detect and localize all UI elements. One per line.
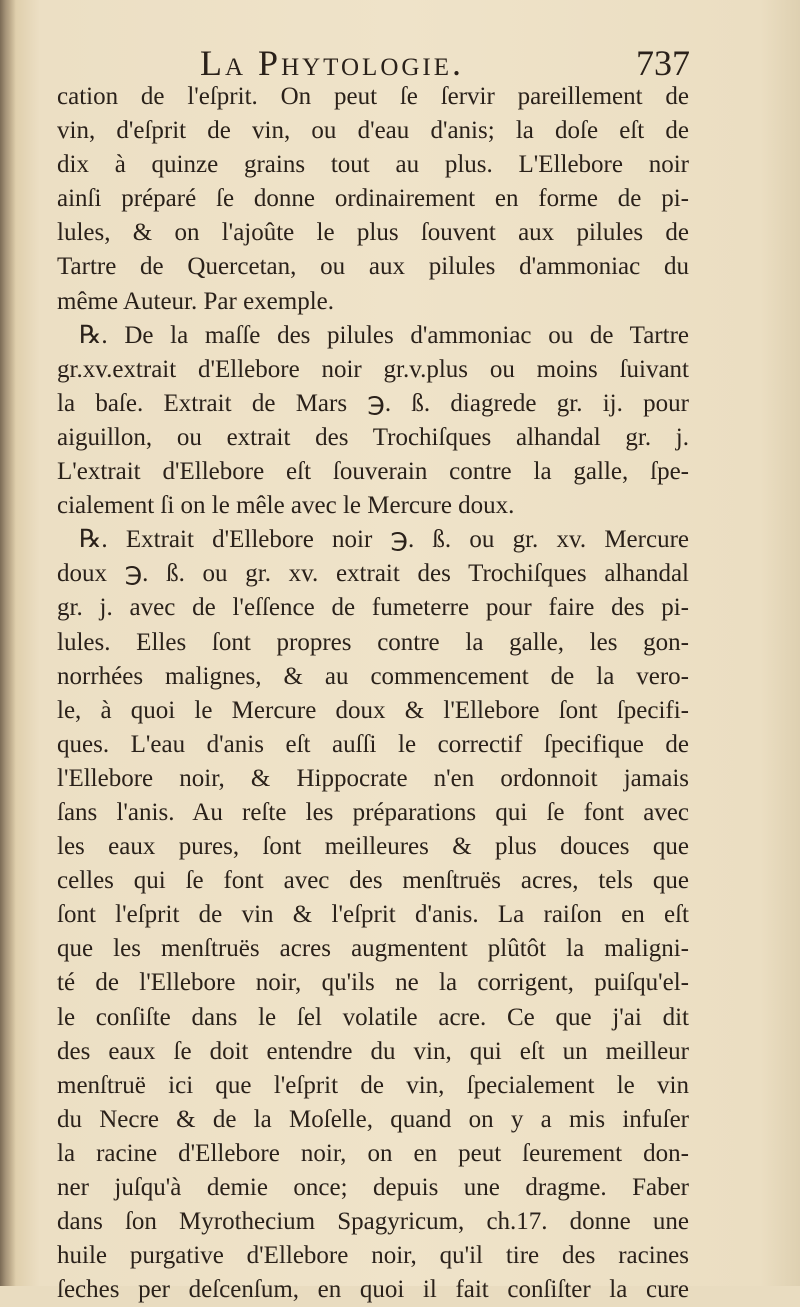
text-line: té de l'Ellebore noir, qu'ils ne la corrigent, puiſqu'el- — [57, 969, 689, 997]
text-line: le conſiſte dans le ſel volatile acre. Ce que j'ai dit — [57, 1003, 689, 1031]
text-line: cation de l'eſprit. On peut ſe ſervir pareillement de — [57, 83, 689, 110]
text-line: menſtruë ici que l'eſprit de vin, ſpecialement le vin — [57, 1071, 689, 1099]
text-line: Tartre de Quercetan, ou aux pilules d'ammoniac du — [57, 253, 689, 281]
body-text — [57, 80, 689, 1307]
recipe-line: ℞. Extrait d'Ellebore noir ℈. ß. ou gr. xv. Mercure — [79, 526, 689, 554]
text-line: ſeches per deſcenſum, en quoi il fait conſiſter la cure — [57, 1276, 689, 1304]
text-line: vin, d'eſprit de vin, ou d'eau d'anis; la doſe eſt de — [57, 117, 689, 145]
text-line: gr.xv.extrait d'Ellebore noir gr.v.plus ou moins ſuivant — [57, 355, 689, 383]
text-line: l'Ellebore noir, & Hippocrate n'en ordonnoit jamais — [57, 764, 689, 792]
text-line: norrhées malignes, & au commencement de la vero- — [57, 662, 689, 690]
text-line: lules. Elles ſont propres contre la galle, les gon- — [57, 628, 689, 656]
text-line: doux ℈. ß. ou gr. xv. extrait des Trochiſques alhandal — [57, 560, 689, 588]
recipe-line: ℞. De la maſſe des pilules d'ammoniac ou de Tartre — [79, 321, 689, 349]
text-line: cialement ſi on le mêle avec le Mercure doux. — [57, 492, 515, 520]
text-line: ſans l'anis. Au reſte les préparations qui ſe font avec — [57, 798, 689, 826]
text-line: L'extrait d'Ellebore eſt ſouverain contre la galle, ſpe- — [57, 458, 689, 486]
text-line: lules, & on l'ajoûte le plus ſouvent aux pilules de — [57, 219, 689, 247]
text-line: dans ſon Myrothecium Spagyricum, ch.17. donne une — [57, 1208, 689, 1236]
text-line: même Auteur. Par exemple. — [57, 287, 335, 315]
text-line: ner juſqu'à demie once; depuis une dragme. Faber — [57, 1174, 689, 1201]
text-line: du Necre & de la Moſelle, quand on y a mis infuſer — [57, 1105, 689, 1133]
text-line: ques. L'eau d'anis eſt auſſi le correctif ſpecifique de — [57, 730, 689, 758]
text-line: que les menſtruës acres augmentent plûtôt la maligni- — [57, 935, 689, 963]
page-gutter-shadow — [0, 0, 16, 1286]
text-line: la racine d'Ellebore noir, on en peut ſeurement don- — [57, 1139, 689, 1167]
text-line: ſont l'eſprit de vin & l'eſprit d'anis. La raiſon en eſt — [57, 901, 689, 929]
text-line: huile purgative d'Ellebore noir, qu'il tire des racines — [57, 1242, 689, 1270]
text-line: dix à quinze grains tout au plus. L'Ellebore noir — [57, 151, 689, 179]
text-line: gr. j. avec de l'eſſence de fumeterre pour faire des pi- — [57, 594, 689, 622]
page-number: 737 — [636, 43, 690, 83]
text-line: ainſi préparé ſe donne ordinairement en forme de pi- — [57, 185, 689, 213]
text-line: aiguillon, ou extrait des Trochiſques alhandal gr. j. — [57, 423, 689, 451]
text-line: des eaux ſe doit entendre du vin, qui eſt un meilleur — [57, 1037, 689, 1065]
text-line: celles qui ſe font avec des menſtruës acres, tels que — [57, 867, 689, 895]
running-title: La Phytologie. — [200, 43, 465, 83]
text-line: les eaux pures, ſont meilleures & plus douces que — [57, 833, 689, 861]
text-line: la baſe. Extrait de Mars ℈. ß. diagrede gr. ij. pour — [57, 389, 689, 417]
text-line: le, à quoi le Mercure doux & l'Ellebore ſont ſpecifi- — [57, 696, 689, 724]
